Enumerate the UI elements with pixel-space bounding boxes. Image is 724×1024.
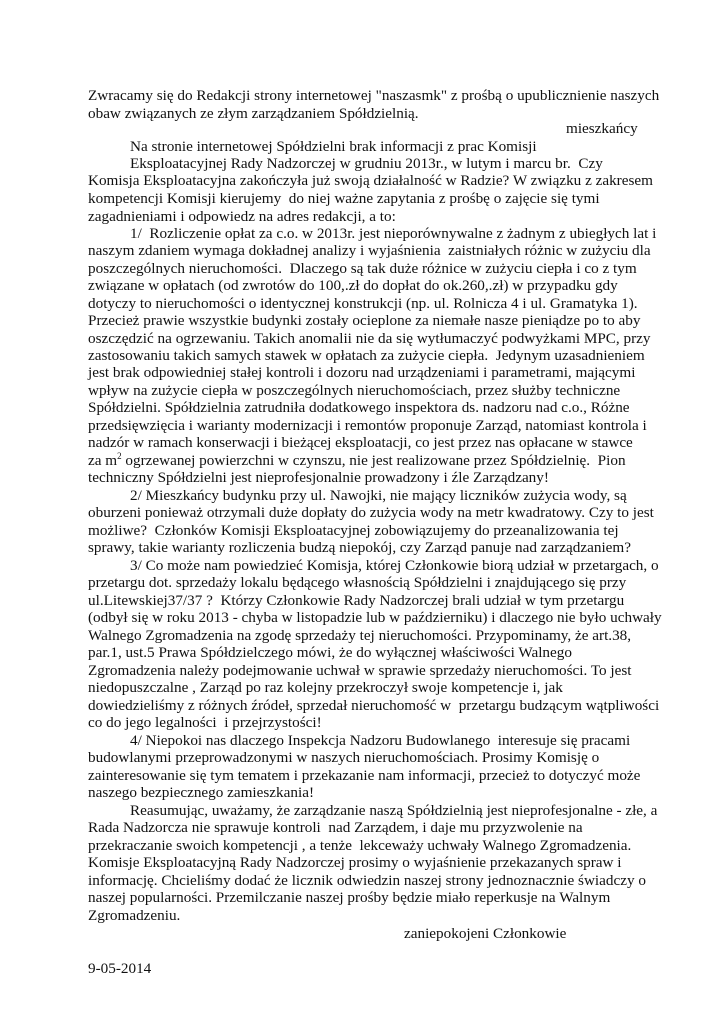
m2-after: ogrzewanej powierzchni w czynszu, nie jest realizowane przez Spółdzielnię. Pion — [121, 452, 626, 469]
body-line: 1/ Rozliczenie opłat za c.o. w 2013r. jest nieporównywalne z żadnym z ubiegłych lat i — [130, 225, 657, 242]
body-line: zainteresowanie się tym tematem i przekazanie nam informacji, przecież to dotyczyć może — [88, 767, 641, 784]
body-line: naszym zdaniem wymaga dokładnej analizy i wyjaśnienia zaistniałych różnic w zużyciu dla — [88, 242, 651, 259]
body-line-m2 — [88, 452, 626, 470]
body-line: Komisja Eksploatacyjna zakończyła już swoją działalność w Radzie? W związku z zakresem — [88, 172, 653, 189]
body-line: Spółdzielni. Spółdzielnia zatrudniła dodatkowego inspektora ds. nadzoru nad c.o., Różne — [88, 399, 630, 416]
body-line: techniczny Spółdzielni jest nieprofesjonalnie prowadzony i źle Zarządzany! — [88, 469, 549, 486]
body-line: wpływ na zużycie ciepła w poszczególnych nieruchomościach, przez służby techniczne — [88, 382, 621, 399]
body-line: dotyczy to nieruchomości o identycznej konstrukcji (np. ul. Rolnicza 4 i ul. Gramatyka 1). — [88, 295, 638, 312]
body-line: 2/ Mieszkańcy budynku przy ul. Nawojki, nie mający liczników zużycia wody, są — [130, 487, 627, 504]
body-line: Komisje Eksploatacyjną Rady Nadzorczej prosimy o wyjaśnienie przekazanych spraw i — [88, 854, 622, 871]
body-line: niedopuszczalne , Zarząd po raz kolejny przekroczył swoje kompetencje i, jak — [88, 679, 563, 696]
body-line: (odbył się w roku 2013 - chyba w listopadzie lub w październiku) i dlaczego nie było uchwały — [88, 609, 662, 626]
body-line: sprawy, takie warianty rozliczenia budzą niepokój, czy Zarząd panuje nad zarządzaniem? — [88, 539, 631, 556]
body-line: przetargu dot. sprzedaży lokalu będącego własnością Spółdzielni i znajdującego się przy — [88, 574, 627, 591]
m2-superscript: 2 — [117, 451, 122, 461]
intro-line-1: Zwracamy się do Redakcji strony internetowej "naszasmk" z prośbą o upublicznienie naszych — [88, 87, 660, 104]
body-line: Zgromadzeniu. — [88, 907, 181, 924]
body-line: Walnego Zgromadzenia na zgodę sprzedaży tej nieruchomości. Przypominamy, że art.38, — [88, 627, 632, 644]
body-line: par.1, ust.5 Prawa Spółdzielczego mówi, że do wyłącznej właściwości Walnego — [88, 644, 572, 661]
body-line: 3/ Co może nam powiedzieć Komisja, której Członkowie biorą udział w przetargach, o — [130, 557, 659, 574]
body-line: budowlanymi przeprowadzonymi w naszych nieruchomościach. Prosimy Komisję o — [88, 749, 600, 766]
m2-before: za m — [88, 452, 118, 469]
body-line: Eksploatacyjnej Rady Nadzorczej w grudniu 2013r., w lutym i marcu br. Czy — [130, 155, 603, 172]
body-line: przekraczanie swoich kompetencji , a tenże lekceważy uchwały Walnego Zgromadzenia. — [88, 837, 632, 854]
body-line: Na stronie internetowej Spółdzielni brak informacji z prac Komisji — [130, 138, 537, 155]
letter-date: 9-05-2014 — [88, 960, 152, 977]
body-line: Zgromadzenia należy podejmowanie uchwał w sprawie sprzedaży nieruchomości. To jest — [88, 662, 632, 679]
body-line: dowiedzieliśmy z różnych źródeł, sprzedał nieruchomość w przetargu budzącym wątpliwości — [88, 697, 660, 714]
body-line: związane w opłatach (od zwrotów do 100,.zł do dopłat do ok.260,.zł) w przypadku gdy — [88, 277, 618, 294]
body-line: zastosowaniu takich samych stawek w opłatach za zużycie ciepła. Jedynym uzasadnieniem — [88, 347, 645, 364]
body-line: Przecież prawie wszystkie budynki zostały ocieplone za niemałe nasze pieniądze po to aby — [88, 312, 641, 329]
body-line: informację. Chcieliśmy dodać że licznik odwiedzin naszej strony jednoznacznie świadczy o — [88, 872, 646, 889]
body-line: Rada Nadzorcza nie sprawuje kontroli nad Zarządem, i daje mu przyzwolenie na — [88, 819, 583, 836]
body-line: naszego bezpiecznego zamieszkania! — [88, 784, 314, 801]
body-line: możliwe? Członków Komisji Eksploatacyjnej zobowiązujemy do przeanalizowania tej — [88, 522, 619, 539]
body-line: przedsięwzięcia i warianty modernizacji i remontów proponuje Zarząd, natomiast kontrola i — [88, 417, 647, 434]
body-line: co do jego legalności i przejrzystości! — [88, 714, 322, 731]
body-line: naszej popularności. Przemilczanie naszej prośby będzie miało reperkusje na Walnym — [88, 889, 611, 906]
body-line: ul.Litewskiej37/37 ? Którzy Członkowie Rady Nadzorczej brali udział w tym przetargu — [88, 592, 625, 609]
body-line: oburzeni ponieważ otrzymali duże dopłaty do zużycia wody na metr kwadratowy. Czy to jest — [88, 504, 654, 521]
body-line: poszczególnych nieruchomości. Dlaczego są tak duże różnice w zużyciu ciepła i co z tym — [88, 260, 637, 277]
body-line: 4/ Niepokoi nas dlaczego Inspekcja Nadzoru Budowlanego interesuje się pracami — [130, 732, 631, 749]
body-line: oszczędzić na ogrzewaniu. Takich anomalii nie da się wytłumaczyć podwyżkami MPC, przy — [88, 330, 651, 347]
body-line: kompetencji Komisji kierujemy do niej ważne zapytania z prośbę o zajęcie się tymi — [88, 190, 600, 207]
body-line: zagadnieniami i odpowiedz na adres redakcji, a to: — [88, 208, 396, 225]
intro-line-2: obaw związanych ze złym zarządzaniem Spółdzielnią. — [88, 105, 419, 122]
closing-signature: zaniepokojeni Członkowie — [404, 925, 567, 942]
body-line: Reasumując, uważamy, że zarządzanie naszą Spółdzielnią jest nieprofesjonalne - złe, a — [130, 802, 658, 819]
top-signature: mieszkańcy — [566, 120, 638, 137]
body-line: nadzór w ramach konserwacji i bieżącej eksploatacji, co jest przez nas opłacane w stawce — [88, 434, 633, 451]
body-line: jest brak odpowiedniej stałej kontroli i dozoru nad urządzeniami i parametrami, mającymi — [88, 364, 636, 381]
